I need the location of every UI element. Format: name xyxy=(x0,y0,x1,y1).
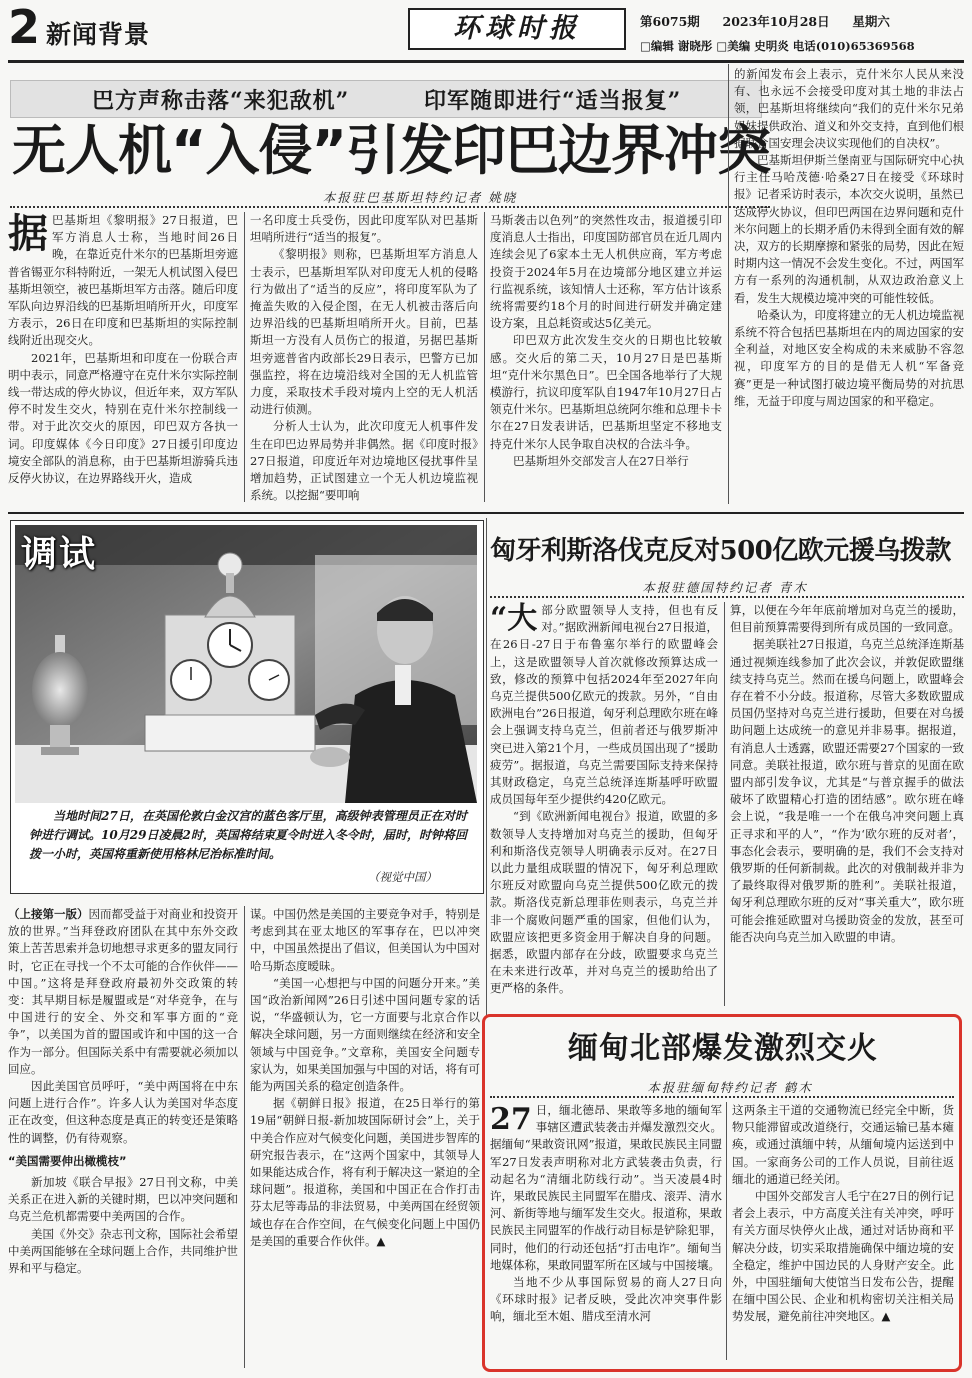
column-rule xyxy=(244,906,245,1368)
lead-col1-para: 2021年，巴基斯坦和印度在一份联合声明中表示，同意严格遵守在克什米尔实际控制线一带达成的停火协议，但近年来，双方军队停不时发生交火，特别在克什米尔控制线一带。对于此次交火的原因，印巴双方各执一词。印度媒体《今日印度》27日援引印度边境安全部队的消息称，由于巴基斯坦游骑兵违反停火协议，在边界路线开火，造成 xyxy=(8,350,238,486)
hungary-headline: 匈牙利斯洛伐克反对500亿欧元援乌拨款 xyxy=(490,536,951,566)
hungary-col1-para: “到《欧洲新闻电视台》报道，欧盟的多数领导人支持增加对乌克兰的援助，但匈牙利和斯洛伐克领导人明确表示反对。在27日以此力量组成联盟的情况下，匈牙利总理欧尔班反对欧盟向乌克兰提供500亿欧元的拨款。斯洛伐克新总理菲佐则表示，乌克兰并非一个腐败问题严重的国家，但他们认为，欧盟应该把更多资金用于解决自身的问题。据悉，欧盟内部存在分歧，欧盟要求乌克兰在未来进行改革，并对乌克兰的援助给出了更严格的条件。 xyxy=(490,809,718,996)
lead-col3-para: 巴基斯坦外交部发言人在27日举行 xyxy=(513,453,689,468)
column-rule xyxy=(726,1102,727,1360)
issue-weekday: 星期六 xyxy=(852,14,890,29)
issue-number: 第6075期 xyxy=(640,14,700,29)
photo-caption: 当地时间27日，在英国伦敦白金汉宫的蓝色客厅里，高级钟表管理员正在对时钟进行调试。10月29日凌晨2时，英国将结束夏令时进入冬令时，届时，时钟将回拨一小时，英国将重新使用格林尼治标准时间。 xyxy=(29,809,467,861)
lead-col2-para: 分析人士认为，此次印度无人机事件发生在印巴边界局势并非偶然。据《印度时报》27日报道，印度近年对边境地区侵扰事件呈增加趋势，正试图建立一个无人机边境监视系统。以挖掘“要叩响 xyxy=(250,419,478,503)
myanmar-byline-rule xyxy=(490,1096,954,1098)
continued-label: （上接第一版） xyxy=(8,907,89,921)
lead-col3-para: 印巴双方此次发生交火的日期也比较敏感。交火后的第二天，10月27日是巴基斯坦“克什米尔黑色日”。巴全国各地举行了大规模游行，抗议印度军队自1947年10月27日占领克什米尔。巴基斯坦总统阿尔维和总理卡卡尔在27日发表讲话，巴基斯坦坚定不移地支持克什米尔人民争取自决权的合法斗争。 xyxy=(490,333,722,451)
lead-col2-para: 《黎明报》则称，巴基斯坦军方消息人士表示，巴基斯坦军队对印度无人机的侵略行为做出了“适当的反应”，将印度军队为了掩盖失败的入侵企图，在无人机被击落后向边界沿线的巴基斯坦哨所开火。目前，巴基斯坦一方没有人员伤亡的报道，另据巴基斯坦旁遮普省内政部长29日表示，巴警方已加强监控，将在边境沿线对全国的无人机监管力度，采取技术手段对境内上空的无人机活动进行侦测。 xyxy=(250,247,478,417)
lead-col2-para: 一名印度士兵受伤，因此印度军队对巴基斯坦哨所进行“适当的报复”。 xyxy=(250,213,478,245)
hungary-col1-para: 部分欧盟领导人支持，但也有反对。”据欧洲新闻电视台27日报道，在26日-27日于布鲁塞尔举行的欧盟峰会上，这是欧盟领导人首次就修改预算达成一致，修改的预算中包括2024年至2027年向乌克兰提供500亿欧元的拨款。另外，“自由欧洲电台”26日报道，匈牙利总理欧尔班在峰会上强调支持乌克兰，但前者还与俄罗斯冲突已进入第21个月，一些成员国出现了“援助疲劳”。据报道，乌克兰需要国际支持来保持其财政稳定，乌克兰总统泽连斯基呼吁欧盟成员国每年至少提供约420亿欧元。 xyxy=(490,603,718,807)
myanmar-headline: 缅甸北部爆发激烈交火 xyxy=(568,1031,878,1066)
lead-col4-para: 的新闻发布会上表示，克什米尔人民从来没有、也永远不会接受印度对其土地的非法占领，巴基斯坦将继续向“我们的克什米尔兄弟姐妹提供政治、道义和外交支持，直到他们根据联合国安理会决议实现他们的自决权”。 xyxy=(734,67,964,150)
paper-name: 环球时报 xyxy=(453,13,581,44)
lead-col4-para: 巴基斯坦伊斯兰堡南亚与国际研究中心执行主任马哈茂德·哈桑27日在接受《环球时报》记者采访时表示，本次交火说明，虽然已达成停火协议，但印巴两国在边界问题和克什米尔问题上的长期矛盾仍未得到全面有效的解决，双方的长期摩擦和紧张的局势，因此在短时期内这一情况不会发生变化。不过，两国军方有一系列的沟通机制，从双边政治意义上看，发生大规模边境冲突的可能性较低。 xyxy=(734,153,964,305)
hungary-column-2 xyxy=(730,602,964,1010)
lead-column-1 xyxy=(8,212,238,504)
section-title: 新闻背景 xyxy=(46,20,151,49)
lead-headline: 无人机“入侵”引发印巴边界冲突 xyxy=(12,119,770,182)
lead-column-3 xyxy=(490,212,722,504)
lead-kicker-right: 印军随即进行“适当报复” xyxy=(424,88,682,114)
hungary-byline-rule xyxy=(490,596,964,598)
continued-subhead: “美国需要伸出橄榄枝” xyxy=(8,1153,127,1168)
hungary-column-1 xyxy=(490,602,718,1010)
myanmar-col1-para: 当地不少从事国际贸易的商人27日向《环球时报》记者反映，受此次冲突事件影响，缅北至木姐、腊戌至清水河 xyxy=(490,1275,722,1324)
issue-date: 2023年10月28日 xyxy=(722,14,830,29)
continued-col1-text: 因而都受益于对商业和投资开放的世界。”当拜登政府团队在其中东外交政策上苦苦思索并急切地想寻求更多的盟友同行时，它正在寻找一个不太可能的合作伙伴——中国。”这将是拜登政府最初外交政策的转变：其早期目标是履盟或是“对华竞争，在与中国进行的安全、外交和军事方面的“竞争”，以美国为首的盟国或许和中国的这一合作为一部分。但国际关系中有需要就必须加以回应。 xyxy=(8,907,238,1076)
issue-line xyxy=(640,12,890,30)
lead-byline: 本报驻巴基斯坦特约记者 姚晓 xyxy=(322,190,518,205)
section-divider xyxy=(8,512,964,514)
column-rule xyxy=(244,212,245,502)
continued-col1-para xyxy=(8,906,238,1078)
continued-column-2 xyxy=(250,906,480,1370)
lead-kicker-left: 巴方声称击落“来犯敌机” xyxy=(92,88,350,114)
myanmar-dropcap: 27 xyxy=(490,1102,532,1137)
continued-col2-para: 据《朝鲜日报》报道，在25日举行的第19届“朝鲜日报-新加坡国际研讨会”上，关于中美合作应对气候变化问题，美国进步智库的研究报告表示，在“这两个国家中，其领导人如果能达成合作，将有利于解决这一紧迫的全球问题”。报道称，美国和中国正在合作打击芬太尼等毒品的非法贸易，中美两国在经贸领域也存在合作空间，在气候变化问题上中国仍是美国的重要合作伙伴。▲ xyxy=(250,1096,480,1248)
photo-caption-box xyxy=(15,805,477,889)
lead-byline-rule xyxy=(10,206,770,208)
lead-col1-para: 巴基斯坦《黎明报》27日报道，巴军方消息人士称，当地时间26日晚，在靠近克什米尔的巴基斯坦旁遮普省锡亚尔科特附近，一架无人机试图入侵巴基斯坦领空，被巴基斯坦军方击落。随后印度军队向边界沿线的巴基斯坦哨所开火，印度军方表示，26日在印度和巴基斯坦的实际控制线附近出现交火。 xyxy=(8,213,238,348)
myanmar-col2-para: 中国外交部发言人毛宁在27日的例行记者会上表示，中方高度关注有关冲突，呼吁有关方面尽快停火止战，通过对话协商和平解决分歧，切实采取措施确保中缅边境的安全稳定，维护中国边民的人身财产安全。此外，中国驻缅甸大使馆当日发布公告，提醒在缅中国公民、企业和机构密切关注相关局势发展，避免前往冲突地区。▲ xyxy=(732,1189,954,1324)
photo-frame xyxy=(10,520,484,894)
hungary-quote-mark: “大 xyxy=(490,602,538,636)
hungary-col2-para: 据美联社27日报道，乌克兰总统泽连斯基通过视频连线参加了此次会议，并敦促欧盟继续支持乌克兰。然而在援乌问题上，欧盟峰会存在着不小分歧。报道称，尽管大多数欧盟成员国仍坚持对乌克兰进行援助，但要在对乌援助问题上达成统一的意见并非易事。据报道，有消息人士透露，欧盟还需要27个国家的一致同意。美联社报道，欧尔班与普京的见面在欧盟内部引发争议，尤其是“与普京握手的做法破坏了欧盟精心打造的团结感”。欧尔班在峰会上说，“我是唯一一个在俄乌冲突问题上真正寻求和平的人”，“作为‘欧尔班的反对者’，事态化会表示，要明确的是，我们不会支持对俄罗斯的任何新制裁。此次的对俄制裁并非为了最终取得对俄罗斯的胜利”。美联社报道，匈牙利总理欧尔班的反对“事关重大”，欧尔班可能会推延欧盟对乌援助资金的发放，甚至可能否决向乌克兰加入欧盟的申请。 xyxy=(730,637,964,944)
photo-credit: （视觉中国） xyxy=(368,870,437,884)
lead-dropcap: 据 xyxy=(8,212,48,257)
continued-col1-para: 美国《外交》杂志刊文称，国际社会希望中美两国能够在全球问题上合作，共同维护世界和平与稳定。 xyxy=(8,1226,238,1276)
continued-col1-para: 因此美国官员呼吁，“美中两国将在中东问题上进行合作”。许多人认为美国对华态度正在改变，但这种态度是真正的转变还是策略性的调整，仍有待观察。 xyxy=(8,1079,238,1145)
masthead-rule xyxy=(8,60,964,63)
page-number: 2 xyxy=(8,0,41,54)
lead-col3-para: 马斯袭击以色列”的突然性攻击，报道援引印度消息人士指出，印度国防部官员在近几周内连续会见了6家本土无人机供应商，军方考虑投资于2024年5月在边境部分地区建立并运行监视系统，该知情人士还称，军方估计该系统将需要约18个月的时间进行研发并确定建设方案，且总耗资或达5亿美元。 xyxy=(490,213,722,331)
myanmar-column-2 xyxy=(732,1102,954,1364)
editors-line: □编辑 谢晓彤 □美编 史明炎 电话(010)65369568 xyxy=(640,39,915,53)
column-rule xyxy=(486,518,487,1018)
myanmar-byline: 本报驻缅甸特约记者 鹤木 xyxy=(647,1080,813,1095)
hungary-col2-para: 算，以便在今年年底前增加对乌克兰的援助，但目前预算需要得到所有成员国的一致同意。 xyxy=(730,603,964,635)
column-rule xyxy=(724,602,725,1006)
lead-column-2 xyxy=(250,212,478,504)
hungary-byline: 本报驻德国特约记者 青木 xyxy=(642,580,808,595)
continued-col2-para: 谋。中国仍然是美国的主要竞争对手，特别是考虑到其在亚太地区的军事存在，巴以冲突中，中国虽然提出了倡议，但美国认为中国对哈马斯态度暧昧。 xyxy=(250,907,480,973)
myanmar-column-1 xyxy=(490,1102,722,1364)
continued-col1-para: 新加坡《联合早报》27日刊文称，中美关系正在进入新的关键时期，巴以冲突问题和乌克兰危机都需要中美两国的合作。 xyxy=(8,1175,238,1224)
lead-column-4 xyxy=(734,66,964,504)
paper-name-logo xyxy=(408,8,626,50)
myanmar-col2-para: 这两条主干道的交通物流已经完全中断，货物只能滞留或改道绕行，交通运输已基本瘫痪，或通过滇缅中转，从缅甸境内运送到中国。一家商务公司的工作人员说，目前往返缅北的通道已经关闭。 xyxy=(732,1103,954,1186)
myanmar-col1-para: 日，缅北德昂、果敢等多地的缅甸军事辖区遭武装袭击并爆发激烈交火。据缅甸“果敢资讯网”报道，果敢民族民主同盟军27日发表声明称对北方武装袭击负责，行动起名为“清缅北防线行动”。当天凌晨4时许，果敢民族民主同盟军在腊戌、滚弄、清水河、新街等地与缅军发生交火。报道称，果敢民族民主同盟军的作战行动目标是铲除犯罪，同时，他们的行动还包括“打击电诈”。缅甸当地媒体称，果敢同盟军所在区域与中国接壤。 xyxy=(490,1103,722,1272)
photo-tag: 调试 xyxy=(21,534,98,575)
column-rule xyxy=(484,212,485,502)
lead-col4-para: 哈桑认为，印度将建立的无人机边境监视系统不符合包括巴基斯坦在内的周边国家的安全利益，对地区安全构成的未来威胁不容忽视，印度军方的目的是借无人机“军备竞赛”更是一种试图打破边境平衡局势的对抗思维，无益于印度与周边国家的和平稳定。 xyxy=(734,307,964,408)
continued-col2-para: “美国一心想把与中国的问题分开来。”美国“政治新闻网”26日引述中国问题专家的话说，“华盛顿认为，它一方面要与北京合作以解决全球问题，另一方面则继续在经济和安全领域与中国竞争。”文章称，美国安全问题专家认为，如果美国加强与中国的对话，将有可能为两国关系的稳定创造条件。 xyxy=(250,975,480,1094)
continued-column-1 xyxy=(8,906,238,1370)
column-rule xyxy=(728,64,729,504)
